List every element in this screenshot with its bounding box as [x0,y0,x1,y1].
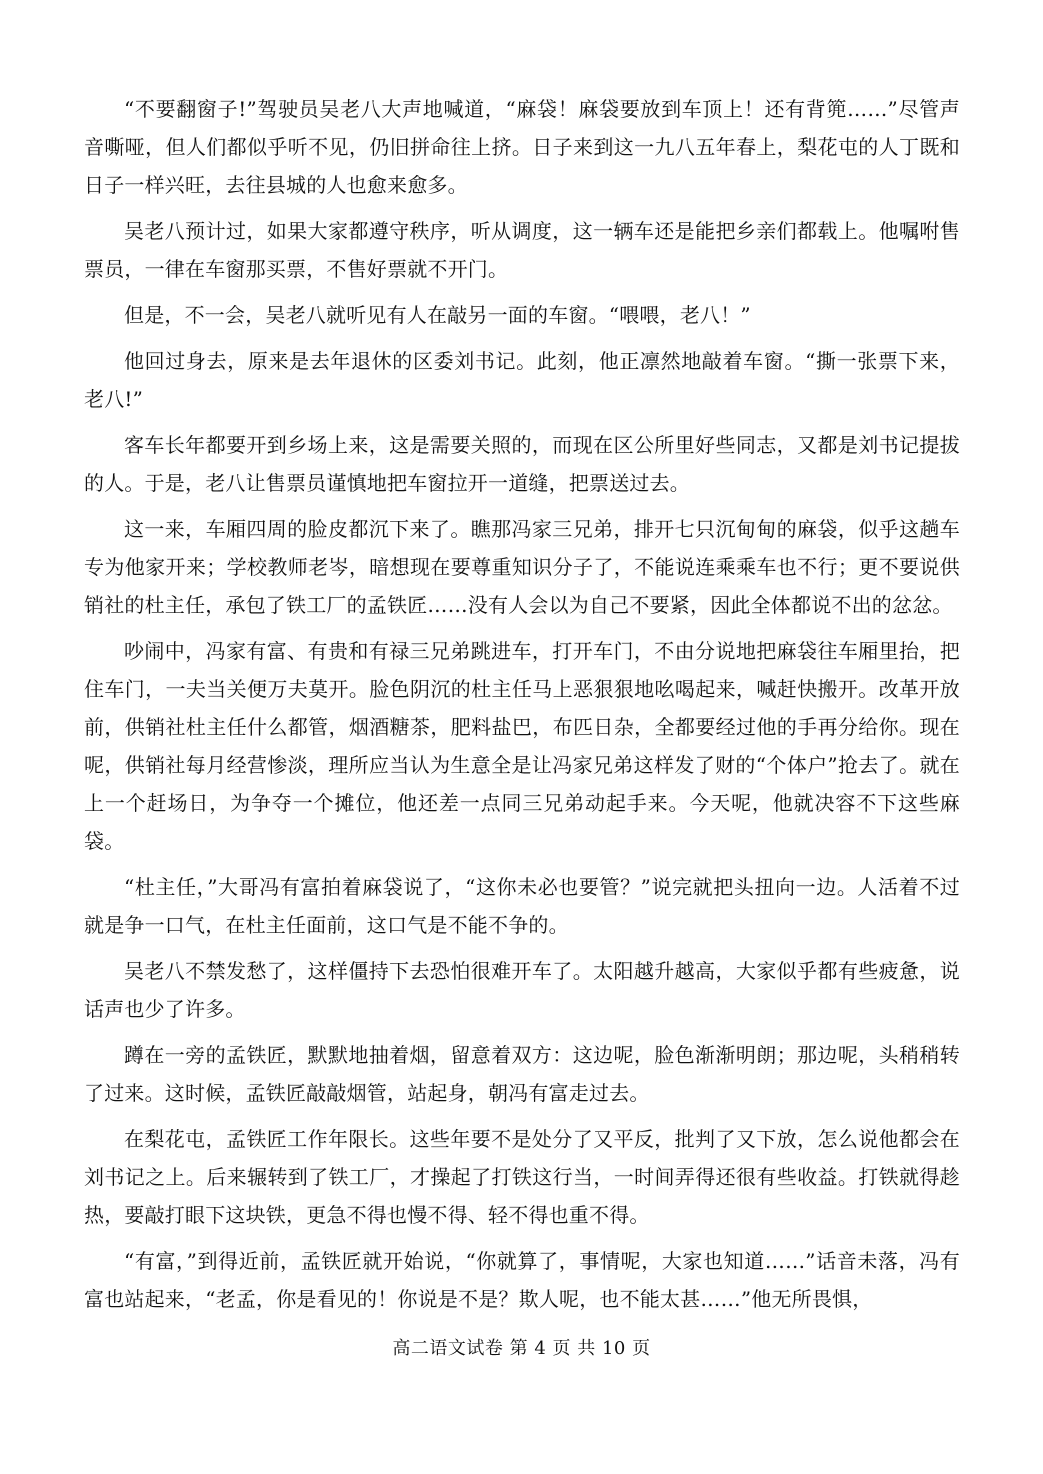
paragraph-6: 这一来，车厢四周的脸皮都沉下来了。瞧那冯家三兄弟，排开七只沉甸甸的麻袋，似乎这趟车专为他家开来；学校教师老岑，暗想现在要尊重知识分子了，不能说连乘乘车也不行；更不要说供销社的杜主任，承包了铁工厂的孟铁匠……没有人会以为自己不要紧，因此全体都说不出的忿忿。 [84,517,960,617]
paragraph-11: 在梨花屯，孟铁匠工作年限长。这些年要不是处分了又平反，批判了又下放，怎么说他都会在刘书记之上。后来辗转到了铁工厂，才操起了打铁这行当，一时间弄得还很有些收益。打铁就得趁热，要敲打眼下这块铁，更急不得也慢不得、轻不得也重不得。 [84,1127,960,1227]
reading-passage [84,90,960,1326]
paragraph-4: 他回过身去，原来是去年退休的区委刘书记。此刻，他正凛然地敲着车窗。“撕一张票下来，老八!” [84,349,960,411]
paragraph-1: “不要翻窗子!”驾驶员吴老八大声地喊道，“麻袋！麻袋要放到车顶上！还有背篼……”尽管声音嘶哑，但人们都似乎听不见，仍旧拼命往上挤。日子来到这一九八五年春上，梨花屯的人丁既和日子一样兴旺，去往县城的人也愈来愈多。 [84,97,960,197]
paragraph-8: “杜主任，”大哥冯有富拍着麻袋说了，“这你未必也要管？”说完就把头扭向一边。人活着不过就是争一口气，在杜主任面前，这口气是不能不争的。 [84,875,960,937]
page-footer: 高二语文试卷 第 4 页 共 10 页 [392,1338,651,1359]
paragraph-9: 吴老八不禁发愁了，这样僵持下去恐怕很难开车了。太阳越升越高，大家似乎都有些疲惫，说话声也少了许多。 [84,959,960,1021]
paragraph-7: 吵闹中，冯家有富、有贵和有禄三兄弟跳进车，打开车门，不由分说地把麻袋往车厢里抬，把住车门，一夫当关便万夫莫开。脸色阴沉的杜主任马上恶狠狠地吆喝起来，喊赶快搬开。改革开放前，供销社杜主任什么都管，烟酒糖茶，肥料盐巴，布匹日杂，全都要经过他的手再分给你。现在呢，供销社每月经营惨淡，理所应当认为生意全是让冯家兄弟这样发了财的“个体户”抢去了。就在上一个赶场日，为争夺一个摊位，他还差一点同三兄弟动起手来。今天呢，他就决容不下这些麻袋。 [84,639,960,853]
paragraph-5: 客车长年都要开到乡场上来，这是需要关照的，而现在区公所里好些同志，又都是刘书记提拔的人。于是，老八让售票员谨慎地把车窗拉开一道缝，把票送过去。 [84,433,960,495]
paragraph-2: 吴老八预计过，如果大家都遵守秩序，听从调度，这一辆车还是能把乡亲们都载上。他嘱咐售票员，一律在车窗那买票，不售好票就不开门。 [84,219,960,281]
paragraph-12: “有富，”到得近前，孟铁匠就开始说，“你就算了，事情呢，大家也知道……”话音未落，冯有富也站起来，“老孟，你是看见的！你说是不是？欺人呢，也不能太甚……”他无所畏惧， [84,1249,960,1311]
paragraph-10: 蹲在一旁的孟铁匠，默默地抽着烟，留意着双方：这边呢，脸色渐渐明朗；那边呢，头稍稍转了过来。这时候，孟铁匠敲敲烟管，站起身，朝冯有富走过去。 [84,1043,960,1105]
paragraph-3: 但是，不一会，吴老八就听见有人在敲另一面的车窗。“喂喂，老八！” [124,303,751,327]
